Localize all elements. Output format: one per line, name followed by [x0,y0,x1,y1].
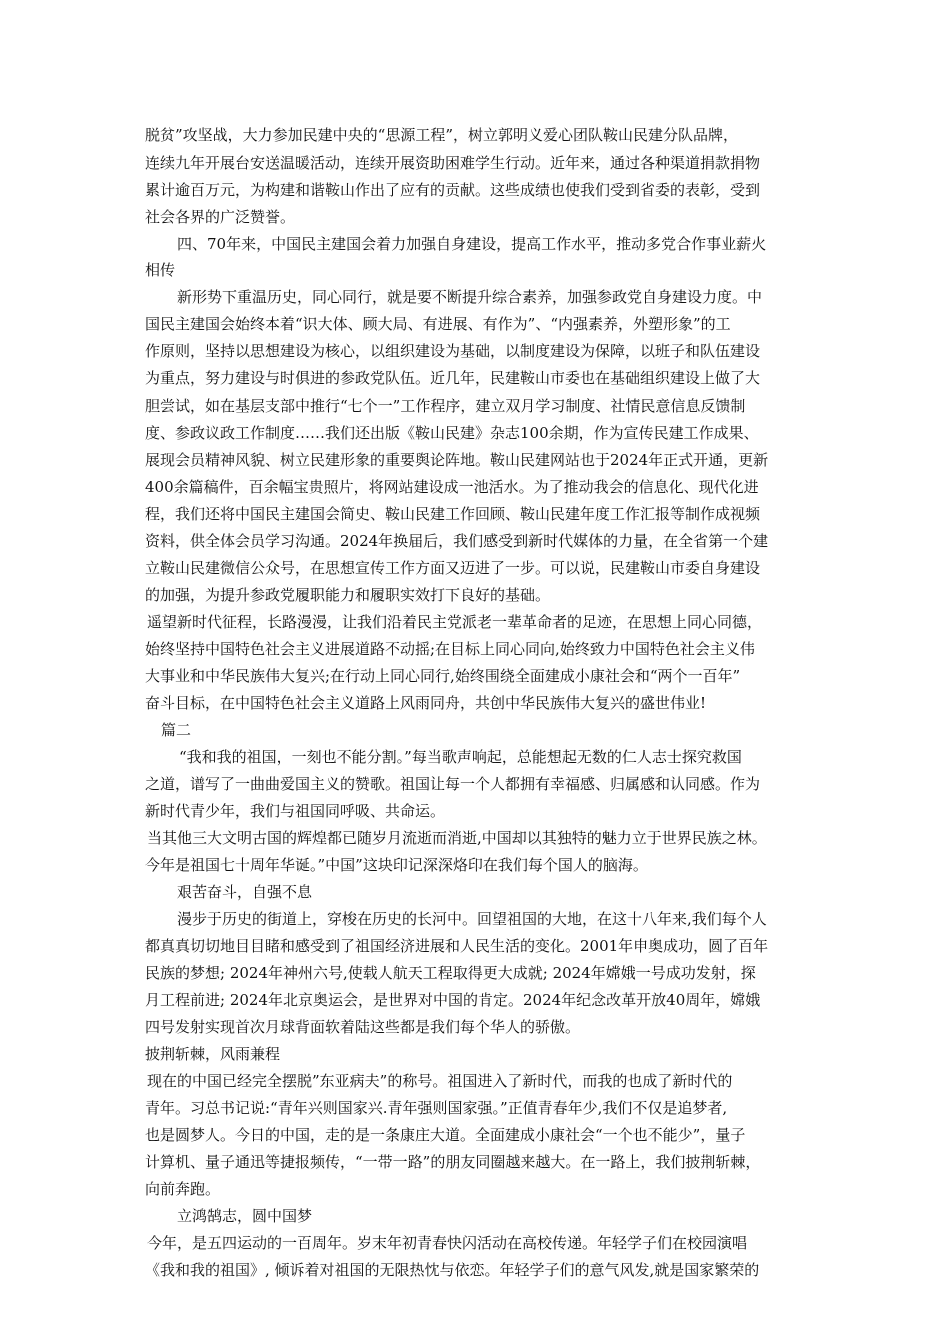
text-line: 青年。习总书记说:“青年兴则国家兴.青年强则国家强。”正值青春年少,我们不仅是追梦者, [145,1099,728,1117]
text-line: 资料，供全体会员学习沟通。2024年换届后，我们感受到新时代媒体的力量，在全省第一个建 [145,532,769,550]
text-line: 脱贫”攻坚战，大力参加民建中央的“思源工程”，树立郭明义爱心团队鞍山民建分队品牌， [145,126,739,144]
subheading: 立鸿鹄志，圆中国梦 [177,1207,313,1225]
text-line: 计算机、量子通迅等捷报频传，“一带一路”的朋友同圈越来越大。在一路上，我们披荆斩棘， [145,1153,761,1171]
text-line: 立鞍山民建微信公众号，在思想宣传工作方面又迈进了一步。可以说，民建鞍山市委自身建设 [145,559,761,577]
text-line: 四号发射实现首次月球背面软着陆这些都是我们每个华人的骄傲。 [145,1018,581,1036]
text-line: 遥望新时代征程，长路漫漫，让我们沿着民主党派老一辈革命者的足迹，在思想上同心同德， [147,613,763,631]
section-title: 篇二 [161,721,192,739]
text-line: 向前奔跑。 [145,1180,221,1198]
text-line: 奋斗目标，在中国特色社会主义道路上风雨同舟，共创中华民族伟大复兴的盛世伟业! [145,694,707,712]
text-line: 连续九年开展台安送温暖活动，连续开展资助困难学生行动。近年来，通过各种渠道捐款捐物 [145,154,761,172]
text-line: “我和我的祖国，一刻也不能分割。”每当歌声响起，总能想起无数的仁人志士探究救国 [179,748,742,766]
subheading: 披荆斩棘，风雨兼程 [145,1045,281,1063]
text-line: 当其他三大文明古国的辉煌都已随岁月流逝而消逝,中国却以其独特的魅力立于世界民族之林。 [147,829,767,847]
text-line: 《我和我的祖国》, 倾诉着对祖国的无限热忱与依恋。年轻学子们的意气风发,就是国家繁荣的 [145,1261,760,1279]
text-line: 今年是祖国七十周年华诞。”中国”这块印记深深烙印在我们每个国人的脑海。 [145,856,648,874]
text-line: 400余篇稿件，百余幅宝贵照片，将网站建设成一池活水。为了推动我会的信息化、现代化进 [145,478,759,496]
text-line: 程，我们还将中国民主建国会简史、鞍山民建工作回顾、鞍山民建年度工作汇报等制作成视频 [145,505,761,523]
section-heading: 四、70年来，中国民主建国会着力加强自身建设，提高工作水平，推动多党合作事业薪火 [177,235,767,253]
text-line: 之道，谱写了一曲曲爱国主义的赞歌。祖国让每一个人都拥有幸福感、归属感和认同感。作为 [145,775,761,793]
text-line: 作原则，坚持以思想建设为核心，以组织建设为基础，以制度建设为保障，以班子和队伍建设 [145,342,761,360]
text-line: 胆尝试，如在基层支部中推行“七个一”工作程序，建立双月学习制度、社情民意信息反馈制 [145,397,746,415]
text-line: 民族的梦想; 2024年神州六号,使载人航天工程取得更大成就; 2024年嫦娥一号成功发射，探 [145,964,756,982]
text-line: 为重点，努力建设与时俱进的参政党队伍。近几年，民建鞍山市委也在基础组织建设上做了大 [145,369,761,387]
text-line: 也是圆梦人。今日的中国，走的是一条康庄大道。全面建成小康社会“一个也不能少”，量子 [145,1126,746,1144]
text-line: 度、参政议政工作制度……我们还出版《鞍山民建》杂志100余期，作为宣传民建工作成果、 [145,424,759,442]
text-line: 月工程前进; 2024年北京奥运会，是世界对中国的肯定。2024年纪念改革开放40周年，嫦娥 [145,991,761,1009]
text-line: 新时代青少年，我们与祖国同呼吸、共命运。 [145,802,446,820]
text-line: 都真真切切地目目睹和感受到了祖国经济进展和人民生活的变化。2001年申奥成功，圆了百年 [145,937,769,955]
text-line: 今年，是五四运动的一百周年。岁末年初青春快闪活动在高校传递。年轻学子们在校园演唱 [147,1234,748,1252]
text-line: 展现会员精神风貌、树立民建形象的重要舆论阵地。鞍山民建网站也于2024年正式开通，更新 [145,451,769,469]
text-line: 累计逾百万元，为构建和谐鞍山作出了应有的贡献。这些成绩也使我们受到省委的表彰，受到 [145,181,761,199]
text-line: 新形势下重温历史，同心同行，就是要不断提升综合素养，加强参政党自身建设力度。中 [177,288,763,306]
subheading: 艰苦奋斗，自强不息 [177,883,313,901]
text-line: 始终坚持中国特色社会主义进展道路不动摇;在目标上同心同向,始终致力中国特色社会主义伟 [145,640,755,658]
section-heading: 相传 [145,261,176,279]
text-line: 现在的中国已经完全摆脱”东亚病夫”的称号。祖国进入了新时代，而我的也成了新时代的 [147,1072,733,1090]
text-line: 国民主建国会始终本着“识大体、顾大局、有进展、有作为”、“内强素养，外塑形象”的工 [145,315,731,333]
text-line: 的加强，为提升参政党履职能力和履职实效打下良好的基础。 [145,586,551,604]
text-line: 大事业和中华民族伟大复兴;在行动上同心同行,始终围绕全面建成小康社会和“两个一百年” [145,667,741,685]
text-line: 漫步于历史的街道上，穿梭在历史的长河中。回望祖国的大地，在这十八年来,我们每个人 [177,910,767,928]
text-line: 社会各界的广泛赞誉。 [145,208,296,226]
